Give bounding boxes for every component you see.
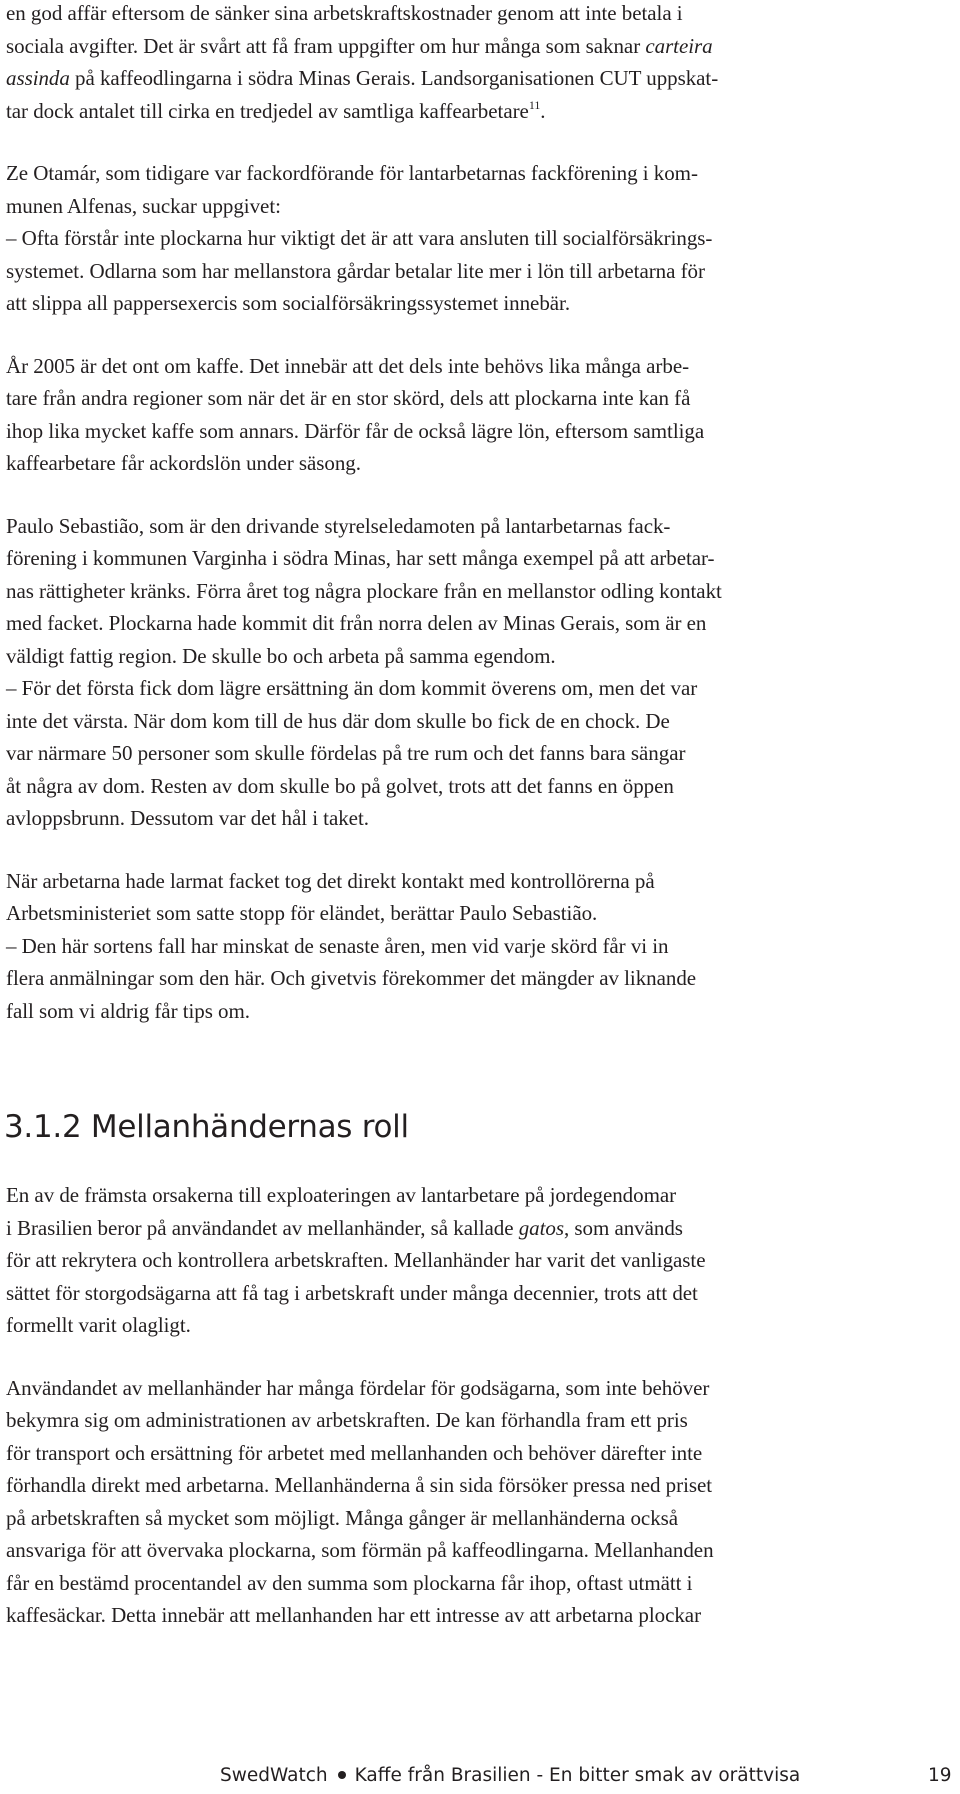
bullet-icon [338, 1771, 346, 1779]
footer-text [220, 1765, 800, 1786]
footer-title: Kaffe från Brasilien - En bitter smak av orättvisa [354, 1765, 801, 1786]
paragraph [6, 0, 946, 127]
text-line: väldigt fattig region. De skulle bo och arbeta på samma egendom. [6, 643, 556, 668]
text-line: med facket. Plockarna hade kommit dit från norra delen av Minas Gerais, som är en [6, 611, 707, 635]
paragraph [6, 1179, 946, 1342]
text-line: flera anmälningar som den här. Och givetvis förekommer det mängder av liknande [6, 966, 697, 990]
text-line: på arbetskraften så mycket som möjligt. Många gånger är mellanhänderna också [6, 1505, 679, 1530]
text-line: för transport och ersättning för arbetet med mellanhanden och behöver därefter inte [6, 1440, 703, 1465]
text-line: inte det värsta. När dom kom till de hus där dom skulle bo fick de en chock. De [6, 708, 670, 733]
text-line: nas rättigheter kränks. Förra året tog några plockare från en mellanstor odling kontakt [6, 578, 722, 603]
body-text-top [6, 0, 946, 1027]
text-line: ansvariga för att övervaka plockarna, som förmän på kaffeodlingarna. Mellanhanden [6, 1538, 714, 1562]
paragraph [6, 865, 946, 1028]
text-line: var närmare 50 personer som skulle fördelas på tre rum och det fanns bara sängar [6, 741, 686, 765]
text-line: – Den här sortens fall har minskat de senaste åren, men vid varje skörd får vi in [6, 933, 669, 958]
text-line: får en bestämd procentandel av den summa som plockarna får ihop, oftast utmätt i [6, 1570, 693, 1595]
text-line: en god affär eftersom de sänker sina arbetskraftskostnader genom att inte betala i [6, 1, 683, 25]
page-number: 19 [928, 1765, 952, 1786]
text-line: åt några av dom. Resten av dom skulle bo på golvet, trots att det fanns en öppen [6, 773, 674, 798]
text-line: munen Alfenas, suckar uppgivet: [6, 193, 281, 218]
text-line: kaffesäckar. Detta innebär att mellanhanden har ett intresse av att arbetarna plockar [6, 1603, 702, 1627]
text-line: kaffearbetare får ackordslön under säsong. [6, 451, 361, 475]
text-line: – För det första fick dom lägre ersättning än dom kommit överens om, men det var [6, 676, 698, 700]
section-heading: 3.1.2 Mellanhändernas roll [4, 1109, 409, 1145]
text-line: förening i kommunen Varginha i södra Minas, har sett många exempel på att arbetar- [6, 546, 715, 570]
footer-publisher: SwedWatch [220, 1765, 328, 1786]
text-line: Arbetsministeriet som satte stopp för eländet, berättar Paulo Sebastião. [6, 901, 598, 925]
text-line: assinda på kaffeodlingarna i södra Minas Gerais. Landsorganisationen CUT uppskat- [6, 66, 719, 90]
paragraph [6, 510, 946, 835]
text-line: formellt varit olagligt. [6, 1313, 191, 1337]
text-line: – Ofta förstår inte plockarna hur viktigt det är att vara ansluten till socialförsäkrings- [6, 226, 713, 250]
paragraph [6, 350, 946, 480]
page-footer [0, 1763, 960, 1791]
text-line: ihop lika mycket kaffe som annars. Därför får de också lägre lön, eftersom samtliga [6, 418, 705, 443]
text-line: Paulo Sebastião, som är den drivande styrelseledamoten på lantarbetarnas fack- [6, 513, 671, 538]
text-line: tar dock antalet till cirka en tredjedel av samtliga kaffearbetare$^{11}$. [6, 97, 546, 123]
text-line: sättet för storgodsägarna att få tag i arbetskraft under många decennier, trots att det [6, 1280, 698, 1305]
document-page [6, 0, 946, 1662]
text-line: En av de främsta orsakerna till exploateringen av lantarbetare på jordegendomar [6, 1183, 677, 1207]
text-line: tare från andra regioner som när det är en stor skörd, dels att plockarna inte kan få [6, 386, 691, 410]
text-line: bekymra sig om administrationen av arbetskraften. De kan förhandla fram ett pris [6, 1408, 688, 1432]
paragraph [6, 157, 946, 320]
text-line: avloppsbrunn. Dessutom var det hål i taket. [6, 806, 369, 830]
paragraph [6, 1372, 946, 1632]
body-text-bottom [6, 1179, 946, 1632]
text-line: att slippa all pappersexercis som socialförsäkringssystemet innebär. [6, 291, 571, 315]
text-line: Ze Otamár, som tidigare var fackordförande för lantarbetarnas fackförening i kom- [6, 161, 698, 185]
text-line: systemet. Odlarna som har mellanstora gårdar betalar lite mer i lön till arbetarna för [6, 258, 705, 283]
text-line: förhandla direkt med arbetarna. Mellanhänderna å sin sida försöker pressa ned priset [6, 1473, 713, 1497]
text-line: i Brasilien beror på användandet av mellanhänder, så kallade gatos, som används [6, 1215, 683, 1240]
text-line: År 2005 är det ont om kaffe. Det innebär att det dels inte behövs lika många arbe- [6, 353, 690, 378]
text-line: När arbetarna hade larmat facket tog det direkt kontakt med kontrollörerna på [6, 868, 655, 893]
text-line: sociala avgifter. Det är svårt att få fram uppgifter om hur många som saknar carteira [6, 33, 713, 58]
text-line: Användandet av mellanhänder har många fördelar för godsägarna, som inte behöver [6, 1375, 710, 1400]
text-line: fall som vi aldrig får tips om. [6, 998, 250, 1023]
text-line: för att rekrytera och kontrollera arbetskraften. Mellanhänder har varit det vanligaste [6, 1248, 706, 1272]
